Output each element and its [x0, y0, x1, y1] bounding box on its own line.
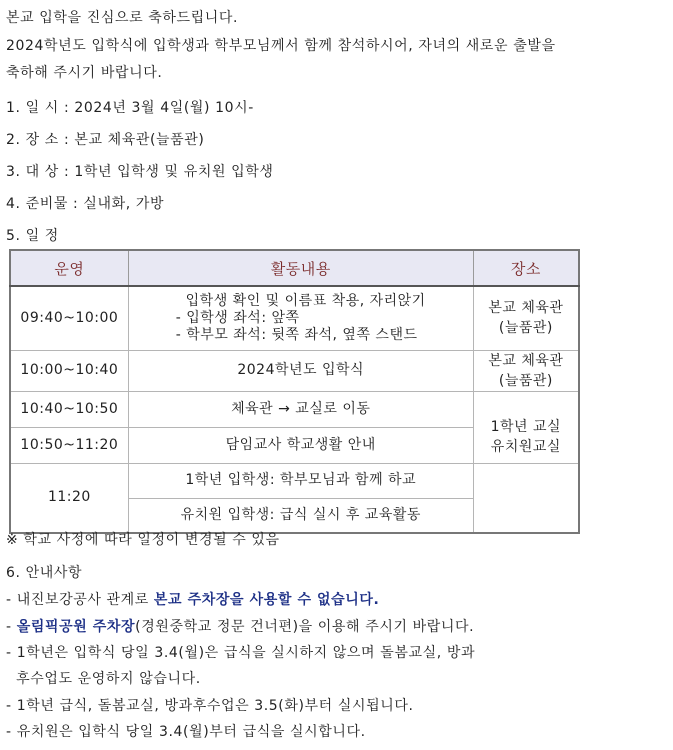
- activity-line: - 입학생 좌석: 앞쪽: [175, 309, 300, 326]
- intro-line-2: 2024학년도 입학식에 입학생과 학부모님께서 함께 참석하시어, 자녀의 새로운 출발을: [6, 38, 556, 54]
- row-time: 10:40~10:50: [10, 391, 128, 427]
- table-row: [10, 286, 579, 350]
- notice-item-2-text: (경원중학교 정문 건너편)을 이용해 주시기 바랍니다.: [135, 619, 475, 635]
- row-activity: [128, 286, 473, 350]
- row-activity: 유치원 입학생: 급식 실시 후 교육활동: [128, 498, 473, 533]
- table-row: [10, 391, 579, 427]
- detail-target: 3. 대 상 : 1학년 입학생 및 유치원 입학생: [6, 164, 274, 180]
- notice-item-4: - 1학년 급식, 돌봄교실, 방과후수업은 3.5(화)부터 실시됩니다.: [6, 698, 414, 714]
- header-place: 장소: [473, 250, 579, 286]
- place-line: 본교 체육관: [488, 352, 564, 369]
- notice-item-1-text: - 내진보강공사 관계로: [6, 592, 154, 608]
- activity-line: 입학생 확인 및 이름표 착용, 자리앉기: [175, 292, 426, 309]
- row-time: 10:00~10:40: [10, 350, 128, 391]
- schedule-table: [9, 249, 580, 534]
- row-time: 09:40~10:00: [10, 286, 128, 350]
- place-line: 1학년 교실: [490, 419, 562, 435]
- place-line: (늘품관): [498, 372, 553, 389]
- intro-line-3: 축하해 주시기 바랍니다.: [6, 65, 163, 81]
- header-activity: 활동내용: [128, 250, 473, 286]
- schedule-heading: 5. 일 정: [6, 228, 59, 244]
- notice-heading: 6. 안내사항: [6, 565, 83, 581]
- place-line: 유치원교실: [490, 439, 561, 455]
- notice-item-5: - 유치원은 입학식 당일 3.4(월)부터 급식을 실시합니다.: [6, 724, 366, 740]
- detail-place: 2. 장 소 : 본교 체육관(늘품관): [6, 132, 205, 148]
- row-place-empty: [473, 463, 579, 533]
- activity-line: - 학부모 좌석: 뒷쪽 좌석, 옆쪽 스탠드: [175, 326, 418, 343]
- place-line: (늘품관): [498, 320, 553, 337]
- intro-line-1: 본교 입학을 진심으로 축하드립니다.: [6, 10, 239, 26]
- schedule-note: ※ 학교 사정에 따라 일정이 변경될 수 있음: [6, 532, 280, 548]
- row-place: [473, 350, 579, 391]
- row-place: [473, 391, 579, 463]
- notice-item-1-highlight: 본교 주차장을 사용할 수 없습니다.: [153, 592, 380, 608]
- row-place: [473, 286, 579, 350]
- notice-item-3-line-1: - 1학년은 입학식 당일 3.4(월)은 급식을 실시하지 않으며 돌봄교실, 방과: [6, 645, 476, 661]
- detail-items: 4. 준비물 : 실내화, 가방: [6, 196, 165, 212]
- place-line: 본교 체육관: [488, 300, 564, 317]
- row-activity: 2024학년도 입학식: [128, 350, 473, 391]
- notice-item-2: [6, 617, 474, 637]
- row-activity: 체육관 → 교실로 이동: [128, 391, 473, 427]
- schedule-header-row: [10, 250, 579, 286]
- row-time: 10:50~11:20: [10, 427, 128, 463]
- notice-item-2-highlight: 올림픽공원 주차장: [16, 619, 136, 635]
- table-row: [10, 463, 579, 498]
- notice-item-2-dash: -: [6, 619, 17, 635]
- notice-item-1: [6, 590, 379, 610]
- table-row: [10, 350, 579, 391]
- notice-item-3-line-2: 후수업도 운영하지 않습니다.: [6, 671, 201, 687]
- header-time: 운영: [10, 250, 128, 286]
- detail-date: 1. 일 시 : 2024년 3월 4일(월) 10시-: [6, 100, 254, 116]
- row-time: 11:20: [10, 463, 128, 533]
- row-activity: 담임교사 학교생활 안내: [128, 427, 473, 463]
- row-activity: 1학년 입학생: 학부모님과 함께 하교: [128, 463, 473, 498]
